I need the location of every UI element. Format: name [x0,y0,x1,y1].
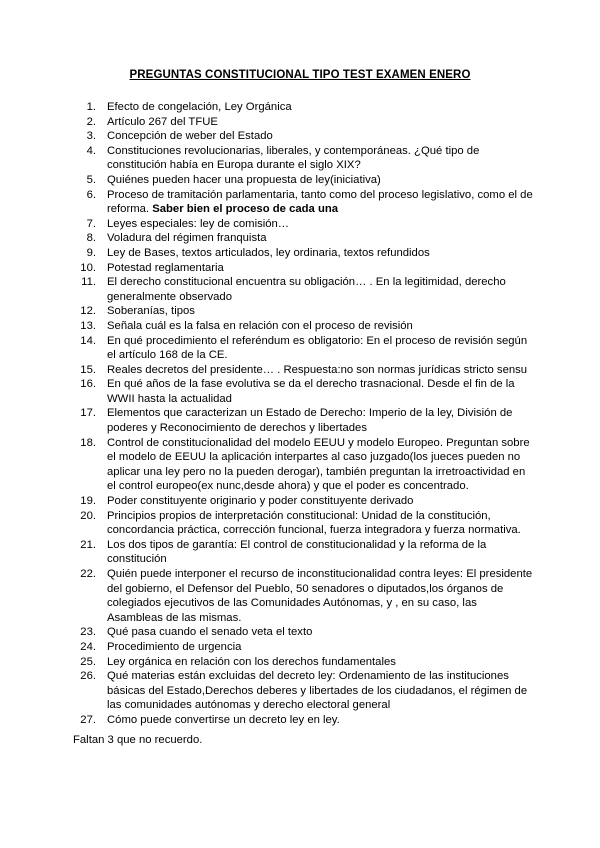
item-number: 23. [80,626,96,639]
item-number: 18. [80,436,96,449]
item-text-regular: Artículo 267 del TFUE [107,115,218,128]
item-number: 11. [81,276,96,289]
list-item [0,261,600,276]
item-number: 5. [86,173,96,186]
item-text-regular: Proceso de tramitación parlamentaria, tanto como del proceso legislativo, como el de reforma. [107,188,533,216]
item-text [107,173,533,188]
list-item [0,406,600,435]
item-text-regular: Cómo puede convertirse un decreto ley en ley. [107,713,340,726]
list-item [0,231,600,246]
list-item [0,217,600,232]
list-item [0,377,600,406]
item-text [107,217,533,232]
item-text-bold: Saber bien el proceso de cada una [152,203,339,216]
item-text-regular: Procedimiento de urgencia [107,640,242,653]
item-text-regular: Señala cuál es la falsa en relación con el proceso de revisión [107,319,413,332]
item-text-regular: Control de constitucionalidad del modelo EEUU y modelo Europeo. Preguntan sobre el modelo de EEUU la aplicación interpartes al caso juzgado(los jueces pueden no aplicar una ley pero no la pueden derogar), también preguntan la irretroactividad en el control europeo(ex nunc,desde ahora) y que el poder es concentrado. [107,436,530,493]
item-text [107,115,533,130]
item-text [107,377,533,406]
list-item [0,640,600,655]
item-text-regular: Qué pasa cuando el senado veta el texto [107,626,313,639]
item-text-regular: El derecho constitucional encuentra su obligación… . En la legitimidad, derecho generalmente observado [107,276,506,303]
item-text-regular: En qué procedimiento el referéndum es obligatorio: En el proceso de revisión según el artículo 168 de la CE. [107,334,528,362]
item-number: 8. [86,232,96,245]
list-item [0,304,600,319]
item-number: 25. [80,655,96,668]
footer-note: Faltan 3 que no recuerdo. [73,734,203,746]
item-text [107,188,533,217]
item-text-regular: Potestad reglamentaria [107,261,224,274]
item-text [107,640,533,655]
item-text [107,231,533,246]
item-text [107,436,533,494]
item-text [107,509,533,538]
list-item [0,144,600,173]
item-text [107,713,533,728]
item-number: 9. [86,246,96,259]
item-number: 7. [86,217,96,230]
question-list [0,100,600,728]
item-number: 14. [80,334,96,347]
item-text-regular: Constituciones revolucionarias, liberales, y contemporáneas. ¿Qué tipo de constitución había en Europa durante el siglo XIX? [107,144,480,172]
list-item [0,567,600,625]
item-text [107,319,533,334]
item-text-regular: Concepción de weber del Estado [107,130,273,143]
item-number: 19. [80,495,96,508]
item-text [107,406,533,435]
page-title: PREGUNTAS CONSTITUCIONAL TIPO TEST EXAMEN ENERO [129,69,471,81]
item-text [107,100,533,115]
item-number: 22. [80,568,96,580]
list-item [0,115,600,130]
item-text [107,494,533,509]
item-text [107,246,533,261]
item-number: 2. [86,115,96,128]
item-text-regular: Ley de Bases, textos articulados, ley ordinaria, textos refundidos [107,246,430,259]
item-text-regular: Elementos que caracterizan un Estado de Derecho: Imperio de la ley, División de poderes y Reconocimiento de derechos y libertades [107,407,513,435]
item-number: 10. [80,261,96,274]
list-item [0,363,600,378]
list-item [0,625,600,640]
list-item [0,246,600,261]
item-number: 26. [80,670,96,683]
item-text [107,144,533,173]
item-text-regular: Efecto de congelación, Ley Orgánica [107,101,292,113]
list-item [0,509,600,538]
list-item [0,494,600,509]
list-item [0,669,600,713]
item-number: 6. [86,188,96,201]
item-text-regular: Poder constituyente originario y poder constituyente derivado [107,495,414,508]
item-text [107,334,533,363]
list-item [0,173,600,188]
item-text [107,625,533,640]
item-number: 17. [80,407,96,420]
item-text [107,655,533,670]
item-number: 27. [80,713,96,726]
item-text-regular: Los dos tipos de garantía: El control de constitucionalidad y la reforma de la constitución [107,538,487,566]
item-number: 1. [86,101,96,113]
list-item [0,655,600,670]
item-text [107,275,533,304]
item-text [107,363,533,378]
item-text [107,567,533,625]
item-number: 21. [80,538,96,551]
list-item [0,436,600,494]
list-item [0,319,600,334]
list-item [0,129,600,144]
list-item [0,538,600,567]
item-number: 16. [80,378,96,391]
item-text-regular: Ley orgánica en relación con los derechos fundamentales [107,655,396,668]
item-text-regular: Qué materias están excluidas del decreto ley: Ordenamiento de las instituciones básicas del Estado,Derechos deberes y libertades de los ciudadanos, el régimen de las comunidades autónomas y derecho electoral general [107,670,528,712]
item-text [107,669,533,713]
item-text [107,304,533,319]
item-text-regular: Voladura del régimen franquista [107,232,267,245]
list-item [0,713,600,728]
list-item [0,100,600,115]
item-number: 24. [80,640,96,653]
item-number: 3. [86,130,96,143]
list-item [0,188,600,217]
list-item [0,275,600,304]
item-number: 15. [80,363,96,376]
item-number: 13. [80,319,96,332]
item-text [107,129,533,144]
item-number: 12. [80,305,96,318]
item-text-regular: Principios propios de interpretación constitucional: Unidad de la constitución, concordancia práctica, corrección funcional, fuerza integradora y fuerza normativa. [107,509,521,537]
item-text-regular: Leyes especiales: ley de comisión… [107,217,290,230]
list-item [0,334,600,363]
item-text-regular: Reales decretos del presidente… . Respuesta:no son normas jurídicas stricto sensu [107,363,528,376]
item-text-regular: En qué años de la fase evolutiva se da el derecho trasnacional. Desde el fin de la WWII hasta la actualidad [107,378,515,405]
item-text-regular: Soberanías, tipos [107,305,195,318]
item-number: 20. [80,509,96,522]
item-text-regular: Quién puede interponer el recurso de inconstitucionalidad contra leyes: El presidente del gobierno, el Defensor del Pueblo, 50 senadores o diputados,los órganos de colegiados ejecutivos de las Comunidades Autónomas, y , en su caso, las Asambleas de las mismas. [107,568,533,624]
item-text-regular: Quiénes pueden hacer una propuesta de ley(iniciativa) [107,173,381,186]
item-number: 4. [86,144,96,157]
item-text [107,261,533,276]
item-text [107,538,533,567]
